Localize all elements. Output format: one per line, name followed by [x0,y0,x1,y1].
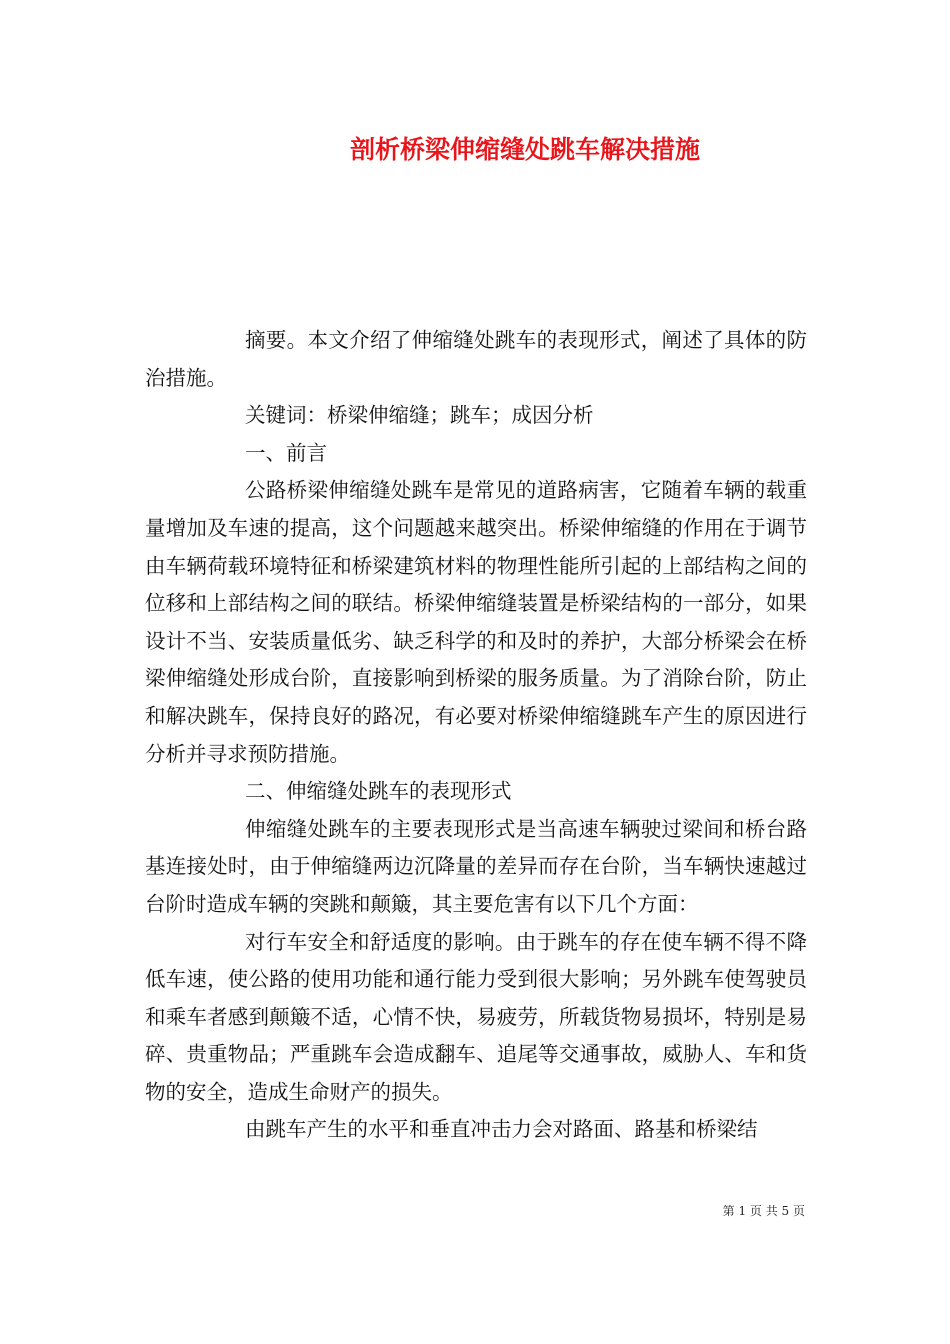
body-paragraph: 由跳车产生的水平和垂直冲击力会对路面、路基和桥梁结 [245,1117,758,1142]
section-heading-forms: 二、伸缩缝处跳车的表现形式 [245,779,512,804]
keywords-paragraph: 关键词：桥梁伸缩缝；跳车；成因分析 [245,403,594,428]
abstract-paragraph: 摘要。本文介绍了伸缩缝处跳车的表现形式，阐述了具体的防治措施。 [145,328,807,390]
document-title: 剖析桥梁伸缩缝处跳车解决措施 [349,135,700,164]
body-paragraph: 对行车安全和舒适度的影响。由于跳车的存在使车辆不得不降低车速，使公路的使用功能和通行能力受到很大影响；另外跳车使驾驶员和乘车者感到颠簸不适，心情不快，易疲劳，所载货物易损坏，特别是易碎、贵重物品；严重跳车会造成翻车、追尾等交通事故，威胁人、车和货物的安全，造成生命财产的损失。 [145,929,807,1104]
page-number-footer: 第 1 页 共 5 页 [722,1204,805,1218]
section-heading-preface: 一、前言 [245,440,327,465]
body-paragraph: 伸缩缝处跳车的主要表现形式是当高速车辆驶过梁间和桥台路基连接处时，由于伸缩缝两边沉降量的差异而存在台阶，当车辆快速越过台阶时造成车辆的突跳和颠簸，其主要危害有以下几个方面： [145,816,807,916]
body-paragraph: 公路桥梁伸缩缝处跳车是常见的道路病害，它随着车辆的载重量增加及车速的提高，这个问题越来越突出。桥梁伸缩缝的作用在于调节由车辆荷载环境特征和桥梁建筑材料的物理性能所引起的上部结构之间的位移和上部结构之间的联结。桥梁伸缩缝装置是桥梁结构的一部分，如果设计不当、安装质量低劣、缺乏科学的和及时的养护，大部分桥梁会在桥梁伸缩缝处形成台阶，直接影响到桥梁的服务质量。为了消除台阶，防止和解决跳车，保持良好的路况，有必要对桥梁伸缩缝跳车产生的原因进行分析并寻求预防措施。 [145,478,807,766]
document-body [145,322,807,1149]
